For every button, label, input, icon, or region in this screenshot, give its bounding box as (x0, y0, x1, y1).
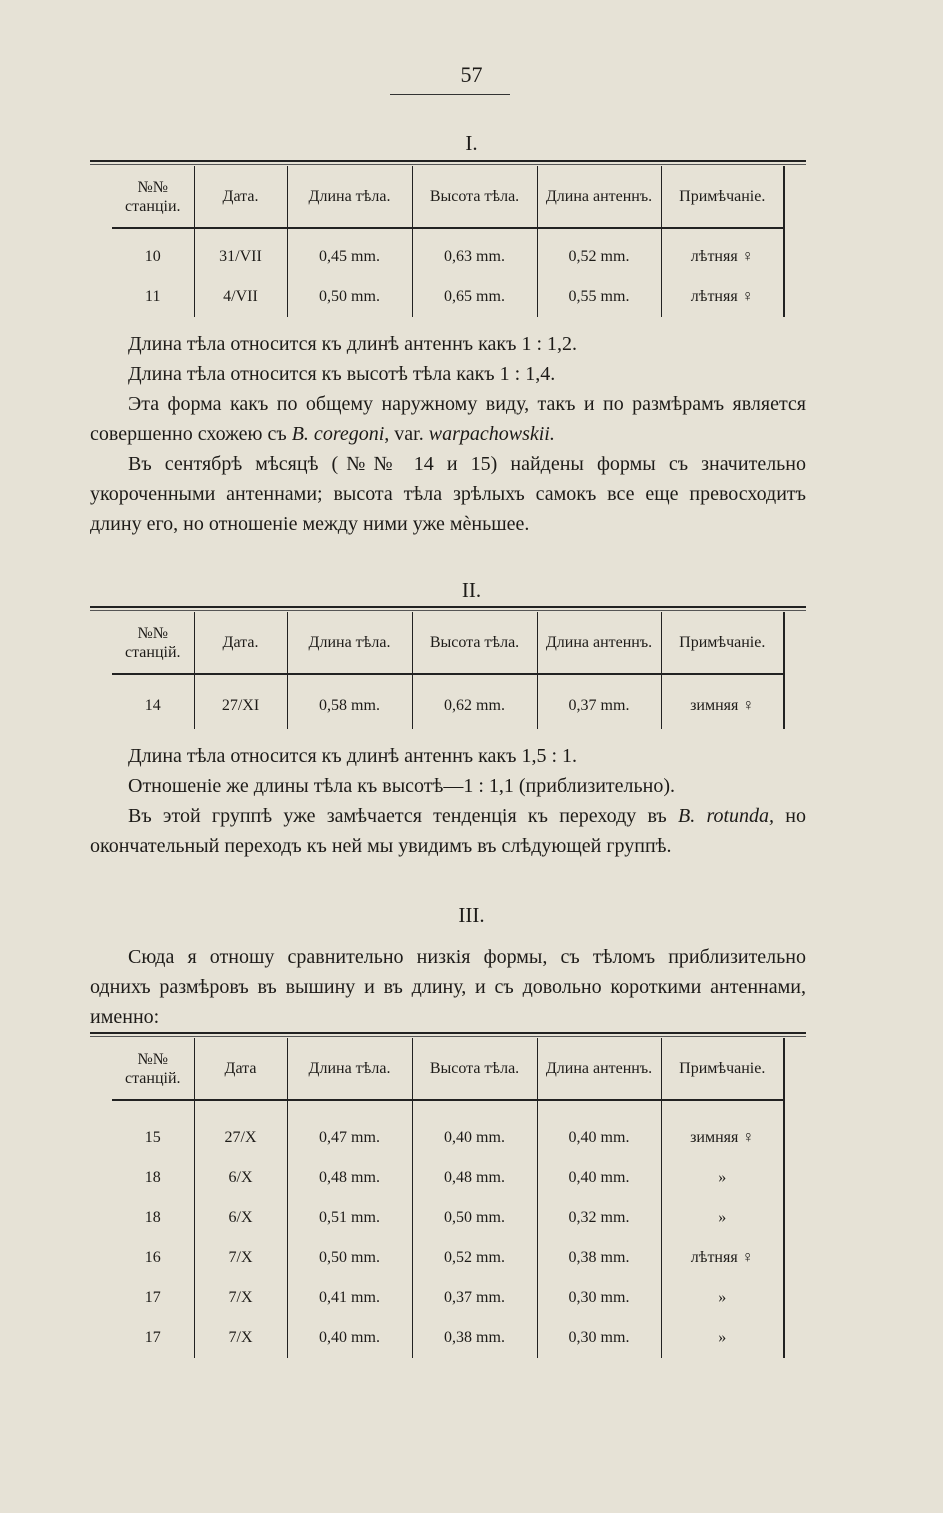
col-date: Дата. (194, 612, 287, 674)
cell-body-height: 0,63 mm. (412, 237, 537, 277)
cell-antenna-length: 0,38 mm. (537, 1238, 661, 1278)
cell-antenna-length: 0,32 mm. (537, 1198, 661, 1238)
col-body-height: Высота тѣла. (412, 1038, 537, 1100)
cell-date: 7/X (194, 1278, 287, 1318)
ratio-antenna-1: Длина тѣла относится къ длинѣ антеннъ какъ 1 : 1,2. (128, 333, 578, 355)
cell-body-length: 0,48 mm. (287, 1158, 412, 1198)
cell-station: 18 (144, 1169, 161, 1186)
cell-body-length: 0,51 mm. (287, 1198, 412, 1238)
table-2-top-rule (90, 606, 806, 608)
cell-date: 6/X (194, 1198, 287, 1238)
cell-station: 18 (144, 1209, 161, 1226)
cell-body-height: 0,38 mm. (412, 1318, 537, 1358)
cell-date: 7/X (194, 1238, 287, 1278)
cell-station: 17 (144, 1289, 161, 1306)
col-date: Дата. (194, 166, 287, 228)
table-3-top-rule-thin (90, 1036, 806, 1037)
cell-body-height: 0,50 mm. (412, 1198, 537, 1238)
cell-date: 27/XI (194, 683, 287, 729)
cell-note: зимняя ♀ (661, 683, 784, 729)
cell-body-length: 0,47 mm. (287, 1118, 412, 1158)
tendency-text-a: Въ этой группѣ уже замѣчается тенденція къ переходу въ (128, 805, 678, 827)
cell-body-length: 0,41 mm. (287, 1278, 412, 1318)
cell-antenna-length: 0,30 mm. (537, 1318, 661, 1358)
table-1-top-rule-thin (90, 164, 806, 165)
table-1 (112, 166, 785, 317)
comparison-paragraph (90, 389, 806, 449)
col-body-length: Длина тѣла. (287, 612, 412, 674)
table-2 (112, 612, 785, 729)
col-date: Дата (194, 1038, 287, 1100)
ratio-antenna-2: Длина тѣла относится къ длинѣ антеннъ какъ 1,5 : 1. (128, 745, 578, 767)
tendency-paragraph (90, 801, 806, 861)
cell-note: зимняя ♀ (661, 1118, 784, 1158)
cell-station: 14 (144, 697, 161, 714)
cell-date: 31/VII (194, 237, 287, 277)
cell-body-height: 0,65 mm. (412, 277, 537, 317)
cell-station: 15 (144, 1129, 161, 1146)
cell-body-length: 0,40 mm. (287, 1318, 412, 1358)
table-row (112, 1158, 784, 1198)
tendency-text-b: но окончательный переходъ къ ней мы увидимъ въ слѣдующей группѣ. (90, 805, 806, 857)
cell-note: » (661, 1158, 784, 1198)
table-row (112, 1238, 784, 1278)
col-antenna-length: Длина антеннъ. (537, 166, 661, 228)
cell-station: 16 (144, 1249, 161, 1266)
col-note: Примѣчаніе. (661, 612, 784, 674)
cell-antenna-length: 0,55 mm. (537, 277, 661, 317)
col-body-length: Длина тѣла. (287, 1038, 412, 1100)
cell-antenna-length: 0,40 mm. (537, 1118, 661, 1158)
september-paragraph: Въ сентябрѣ мѣсяцѣ (№№ 14 и 15) найдены формы съ значительно укороченными антеннами; высота тѣла зрѣлыхъ самокъ все еще превосходитъ длину его, но отношеніе между ними уже мѐньшее. (90, 453, 806, 535)
section-title-2: II. (461, 578, 482, 602)
cell-antenna-length: 0,30 mm. (537, 1278, 661, 1318)
cell-body-height: 0,52 mm. (412, 1238, 537, 1278)
section-title-1: I. (465, 131, 478, 155)
cell-body-length: 0,50 mm. (287, 1238, 412, 1278)
section-title-3: III. (458, 903, 485, 927)
cell-date: 4/VII (194, 277, 287, 317)
table-1-top-rule (90, 160, 806, 162)
col-antenna-length: Длина антеннъ. (537, 612, 661, 674)
cell-note: лѣтняя ♀ (661, 277, 784, 317)
cell-date: 27/X (194, 1118, 287, 1158)
cell-body-length: 0,58 mm. (287, 683, 412, 729)
cell-body-length: 0,50 mm. (287, 277, 412, 317)
cell-date: 6/X (194, 1158, 287, 1198)
comparison-text-a: Эта форма какъ по общему наружному виду, такъ и по размѣрамъ является совершенно схожею съ (90, 393, 806, 445)
species-name: B. coregoni (291, 423, 385, 445)
table-row (112, 683, 784, 729)
species-name-rotunda: B. rotunda, (678, 805, 775, 827)
cell-antenna-length: 0,37 mm. (537, 683, 661, 729)
cell-note: лѣтняя ♀ (661, 237, 784, 277)
ratio-height-1: Длина тѣла относится къ высотѣ тѣла какъ 1 : 1,4. (128, 363, 556, 385)
col-body-height: Высота тѣла. (412, 612, 537, 674)
table-row (112, 1118, 784, 1158)
col-body-length: Длина тѣла. (287, 166, 412, 228)
col-antenna-length: Длина антеннъ. (537, 1038, 661, 1100)
cell-station: 17 (144, 1329, 161, 1346)
cell-antenna-length: 0,40 mm. (537, 1158, 661, 1198)
cell-station: 11 (145, 288, 161, 305)
cell-station: 10 (144, 248, 161, 265)
col-body-height: Высота тѣла. (412, 166, 537, 228)
col-station: №№ станціи. (112, 166, 194, 228)
table-row (112, 277, 784, 317)
table-row (112, 237, 784, 277)
cell-note: » (661, 1278, 784, 1318)
comparison-text-b: , var. (384, 423, 429, 445)
page-number: 57 (460, 62, 483, 87)
col-station: №№ станцій. (112, 1038, 194, 1100)
cell-note: » (661, 1198, 784, 1238)
ratio-height-2: Отношеніе же длины тѣла къ высотѣ—1 : 1,1 (приблизительно). (128, 775, 676, 797)
table-row (112, 1198, 784, 1238)
table-2-top-rule-thin (90, 610, 806, 611)
cell-antenna-length: 0,52 mm. (537, 237, 661, 277)
col-note: Примѣчаніе. (661, 1038, 784, 1100)
cell-date: 7/X (194, 1318, 287, 1358)
cell-note: лѣтняя ♀ (661, 1238, 784, 1278)
col-note: Примѣчаніе. (661, 166, 784, 228)
intro-paragraph-3: Сюда я отношу сравнительно низкія формы, съ тѣломъ приблизительно однихъ размѣровъ въ вышину и въ длину, и съ довольно короткими антеннами, именно: (90, 946, 806, 1028)
table-row (112, 1278, 784, 1318)
variety-name: warpachowskii. (428, 423, 555, 445)
table-3-top-rule (90, 1032, 806, 1034)
page-number-rule (390, 94, 510, 95)
cell-body-height: 0,40 mm. (412, 1118, 537, 1158)
cell-note: » (661, 1318, 784, 1358)
cell-body-height: 0,37 mm. (412, 1278, 537, 1318)
cell-body-height: 0,62 mm. (412, 683, 537, 729)
table-row (112, 1318, 784, 1358)
table-3 (112, 1038, 785, 1358)
cell-body-length: 0,45 mm. (287, 237, 412, 277)
col-station: №№ станцій. (112, 612, 194, 674)
cell-body-height: 0,48 mm. (412, 1158, 537, 1198)
